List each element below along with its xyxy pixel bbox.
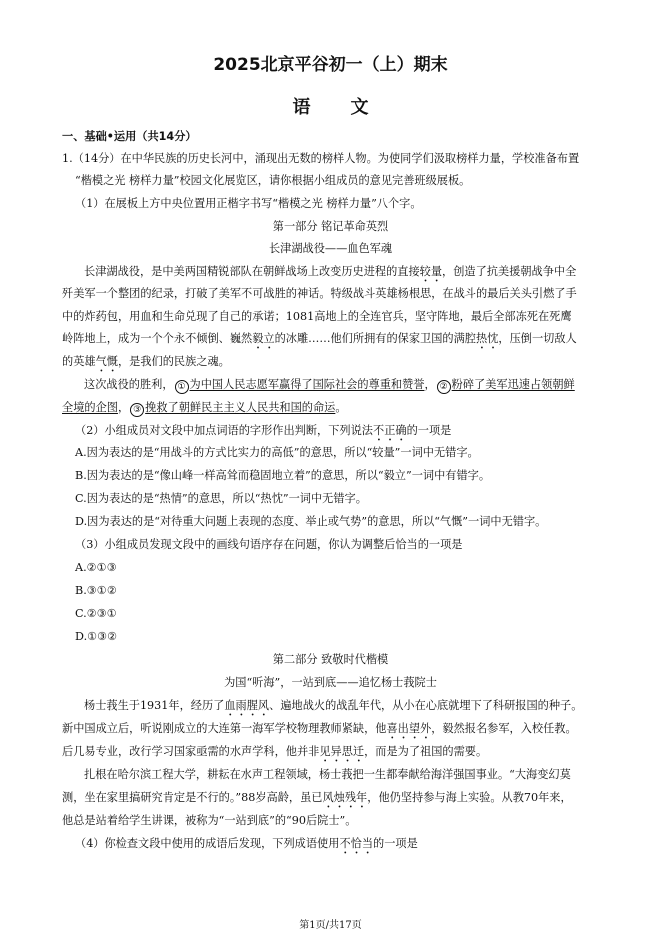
underlined-sentence-1: 为中国人民志愿军赢得了国际社会的尊重和赞誉 xyxy=(189,378,425,391)
para1-line-5 xyxy=(62,355,230,375)
text: （2）小组成员对文段中加点词语的字形作出判断，下列说法 xyxy=(75,424,373,437)
exam-title: 2025北京平谷初一（上）期末 xyxy=(213,55,448,75)
emphasis-not-appropriate: 不恰当 xyxy=(339,837,374,850)
q1-sub3: （3）小组成员发现文段中的画线句语序存在问题，你认为调整后恰当的一项是 xyxy=(75,538,463,551)
circled-number-2: ② xyxy=(437,380,451,394)
underlined-sentence-2b: 全境的企图 xyxy=(62,401,118,414)
text: 。 xyxy=(335,401,347,414)
dotted-idiom-4: 风烛残年 xyxy=(322,791,368,804)
option-2b: B.因为表达的是“像山峰一样高耸而稳固地立着”的意思，所以“毅立”一词中有错字。 xyxy=(75,469,491,482)
para2-line-2 xyxy=(62,401,347,417)
text: ，而是为了祖国的需要。 xyxy=(364,745,488,758)
option-3a: A.②①③ xyxy=(75,561,117,574)
text: ，毅然报名参军，入校任教。 xyxy=(431,722,577,735)
dotted-word-rechen: 热忱 xyxy=(475,332,499,345)
circled-number-1: ① xyxy=(175,380,189,394)
dotted-idiom-3: 见异思迁 xyxy=(319,745,365,758)
para2-line-1 xyxy=(84,378,575,394)
underlined-sentence-2a: 粉碎了美军迅速占领朝鲜 xyxy=(451,378,575,391)
dotted-word-jiaoliang: 较量 xyxy=(419,265,443,278)
text: 、遍地战火的战乱年代，从小在心底就埋下了科研报国的种子。 xyxy=(269,699,583,712)
para3-line-3 xyxy=(62,745,487,765)
emphasis-not-correct: 不正确 xyxy=(373,424,407,437)
option-3d: D.①③② xyxy=(75,630,118,643)
q1-sub4 xyxy=(75,837,418,857)
subject-char-1: 语 xyxy=(292,97,311,118)
underlined-sentence-3: 挽救了朝鲜民主主义人民共和国的命运 xyxy=(145,401,336,414)
text: （4）你检查文段中使用的成语后发现，下列成语使用 xyxy=(75,837,340,850)
text: 测，坐在家里搞研究肯定是不行的。”88岁高龄，虽已 xyxy=(62,791,323,804)
section-heading: 一、基础•运用（共14分） xyxy=(62,130,197,143)
dotted-idiom-1: 血雨腥风 xyxy=(224,699,270,712)
text: ，是我们的民族之魂。 xyxy=(117,355,230,368)
text: 长津湖战役，是中美两国精锐部队在朝鲜战场上改变历史进程的直接 xyxy=(84,265,420,278)
option-3b: B.③①② xyxy=(75,584,117,597)
text: 新中国成立后，听说刚成立的大连第一海军学校物理教师紧缺，他 xyxy=(62,722,387,735)
para1-line-1 xyxy=(84,265,576,285)
text: ，压倒一切敌人 xyxy=(498,332,577,345)
circled-number-3: ③ xyxy=(130,403,144,417)
text: 岭阵地上，成为一个个永不倾倒、巍然 xyxy=(62,332,253,345)
text: ， xyxy=(424,378,436,391)
text: ， xyxy=(117,401,130,414)
text: 的冰雕……他们所拥有的保家卫国的满腔 xyxy=(274,332,476,345)
text: 后几易专业，改行学习国家亟需的水声学科，他并非 xyxy=(62,745,320,758)
text: 的一项是 xyxy=(373,837,418,850)
text: 这次战役的胜利， xyxy=(84,378,174,391)
text: ，创造了抗美援朝战争中全 xyxy=(442,265,577,278)
option-3c: C.②③① xyxy=(75,607,117,620)
dotted-word-qikai: 气慨 xyxy=(95,355,118,368)
text: 的一项是 xyxy=(406,424,452,437)
part2-title: 第二部分 致敬时代楷模 xyxy=(272,653,389,666)
text: 的英雄 xyxy=(62,355,96,368)
para1-line-2: 歼美军一个整团的纪录，打破了美军不可战胜的神话。特级战斗英雄杨根思，在战斗的最后关头引燃了手 xyxy=(62,287,577,300)
text: ，他仍坚持参与海上实验。从教70年来， xyxy=(367,791,572,804)
para4-line-3: 他总是站着给学生讲课，被称为“一站到底”的“90后院士”。 xyxy=(62,814,357,827)
part2-subtitle: 为国“听海”，一站到底——追忆杨士莪院士 xyxy=(224,676,437,689)
text: 杨士莪生于1931年，经历了 xyxy=(84,699,225,712)
q1-intro-line-1: 1.（14分）在中华民族的历史长河中，涌现出无数的榜样人物。为使同学们汲取榜样力量，学校准备布置 xyxy=(62,152,580,165)
para4-line-1: 扎根在哈尔滨工程大学，耕耘在水声工程领域，杨士莪把一生都奉献给海洋强国事业。“大海变幻莫 xyxy=(84,768,571,781)
page-footer: 第1页/共17页 xyxy=(299,920,362,931)
option-2c: C.因为表达的是“热情”的意思，所以“热忱”一词中无错字。 xyxy=(75,492,367,505)
q1-intro-line-2: “楷模之光 榜样力量”校园文化展览区，请你根据小组成员的意见完善班级展板。 xyxy=(75,174,471,187)
para1-line-4 xyxy=(62,332,577,352)
q1-sub2 xyxy=(75,424,451,444)
para1-line-3: 中的炸药包，用血和生命兑现了自己的承诺；1081高地上的全连官兵，坚守阵地，最后全部冻死在死鹰 xyxy=(62,310,572,323)
dotted-idiom-2: 喜出望外 xyxy=(386,722,432,735)
subject-title xyxy=(0,93,661,119)
para3-line-2 xyxy=(62,722,577,742)
option-2d: D.因为表达的是“对待重大问题上表现的态度、举止或气势”的意思，所以“气慨”一词中无错字。 xyxy=(75,515,547,528)
q1-sub1: （1）在展板上方中央位置用正楷字书写“楷模之光 榜样力量”八个字。 xyxy=(75,197,422,210)
dotted-word-yili: 毅立 xyxy=(252,332,275,345)
part1-subtitle: 长津湖战役——血色军魂 xyxy=(268,242,393,255)
option-2a: A.因为表达的是“用战斗的方式比实力的高低”的意思，所以“较量”一词中无错字。 xyxy=(75,446,479,459)
part1-title: 第一部分 铭记革命英烈 xyxy=(272,220,389,233)
para3-line-1 xyxy=(84,699,582,719)
subject-char-2: 文 xyxy=(350,97,369,118)
para4-line-2 xyxy=(62,791,572,811)
